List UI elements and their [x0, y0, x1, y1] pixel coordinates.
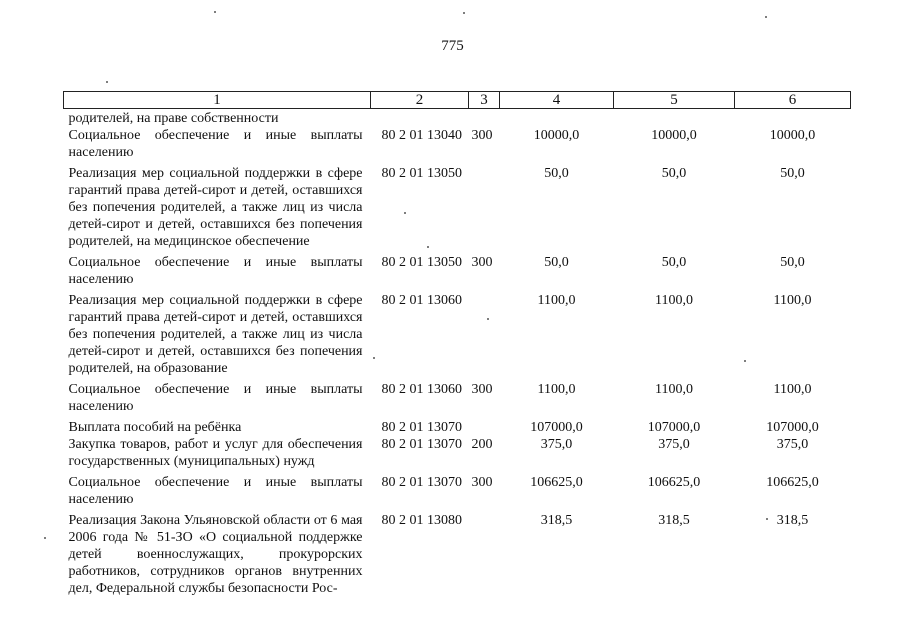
row-name: Закупка товаров, работ и услуг для обеспечения государственных (муниципальных) нужд: [68, 437, 363, 469]
row-name: родителей, на праве собственности: [68, 111, 279, 126]
row-value-5: 1100,0: [655, 382, 693, 397]
row-code: 80 2 01 13080: [381, 513, 462, 528]
scan-speck: [214, 11, 216, 13]
row-value-5: 1100,0: [655, 293, 693, 308]
row-type: [469, 419, 500, 436]
row-name: Социальное обеспечение и иные выплаты населению: [68, 255, 363, 287]
row-type: [469, 292, 500, 381]
row-value-4: 50,0: [544, 166, 569, 181]
row-value-4: 1100,0: [537, 293, 576, 308]
row-value-6: 106625,0: [766, 475, 819, 490]
scan-speck: [427, 246, 429, 248]
row-type: [469, 109, 500, 128]
row-value-6: 1100,0: [773, 382, 812, 397]
table-row: [64, 436, 851, 474]
table-row: [64, 419, 851, 436]
scan-speck: [744, 360, 746, 362]
row-name: Социальное обеспечение и иные выплаты населению: [68, 128, 363, 160]
row-value-6: 107000,0: [766, 420, 819, 435]
table-row: [64, 381, 851, 419]
row-value-5: 50,0: [661, 255, 687, 270]
row-code: 80 2 01 13070: [381, 475, 462, 490]
header-col-5: 5: [614, 92, 735, 109]
row-code: [371, 109, 469, 128]
scan-speck: [404, 212, 406, 214]
row-value-4: 107000,0: [530, 420, 583, 435]
scan-speck: [766, 518, 768, 520]
row-value-4: 318,5: [540, 513, 573, 528]
row-code: 80 2 01 13070: [381, 420, 462, 435]
table-row: [64, 474, 851, 512]
row-value-5: 318,5: [658, 513, 690, 528]
header-col-2: 2: [371, 92, 469, 109]
table-row: [64, 254, 851, 292]
row-code: 80 2 01 13040: [381, 128, 462, 143]
table-body: [64, 109, 851, 598]
row-value-4: 50,0: [544, 255, 569, 270]
header-col-6: 6: [735, 92, 851, 109]
row-value-5: 375,0: [658, 437, 690, 452]
row-value-6: 10000,0: [769, 128, 816, 143]
scan-speck: [463, 12, 465, 14]
row-value-5: 107000,0: [647, 420, 701, 435]
row-value-4: 106625,0: [530, 475, 583, 490]
row-code: 80 2 01 13070: [381, 437, 462, 452]
row-type: 300: [471, 475, 493, 490]
row-name: Выплата пособий на ребёнка: [68, 420, 242, 435]
row-value-6: [735, 109, 851, 128]
row-code: 80 2 01 13060: [381, 293, 462, 308]
row-value-6: 375,0: [776, 437, 809, 452]
row-value-4: 1100,0: [537, 382, 576, 397]
table-header: [64, 92, 851, 109]
row-value-6: 50,0: [780, 166, 805, 181]
header-col-4: 4: [500, 92, 614, 109]
page-number: 775: [441, 38, 464, 54]
row-code: 80 2 01 13050: [381, 166, 462, 181]
row-name: Реализация мер социальной поддержки в сфере гарантий права детей-сирот и детей, оставшихся без попечения родителей, а также лиц из числа детей-сирот и детей, оставшихся без попечения родителей, на образование: [68, 293, 363, 376]
scan-speck: [765, 16, 767, 18]
row-value-6: 50,0: [780, 255, 805, 270]
scan-speck: [373, 357, 375, 359]
row-value-4: [500, 109, 614, 128]
header-col-3: 3: [469, 92, 500, 109]
scan-speck: [106, 81, 108, 83]
row-name: Реализация мер социальной поддержки в сфере гарантий права детей-сирот и детей, оставшихся без попечения родителей, а также лиц из числа детей-сирот и детей, оставшихся без попечения родителей, на медицинское обеспечение: [68, 166, 363, 249]
row-code: 80 2 01 13050: [381, 255, 462, 270]
table-row: [64, 109, 851, 128]
row-value-6: 1100,0: [773, 293, 812, 308]
budget-table: [63, 91, 851, 597]
scan-speck: [487, 318, 489, 320]
header-col-1: 1: [64, 92, 371, 109]
row-value-5: 10000,0: [651, 128, 697, 143]
row-type: 300: [471, 382, 493, 397]
row-name: Социальное обеспечение и иные выплаты населению: [68, 475, 363, 507]
row-name: Реализация Закона Ульяновской области от 6 мая 2006 года № 51-ЗО «О социальной поддержке детей военнослужащих, прокурорских работников, сотрудников органов внутренних дел, Федеральной службы безопасности Рос-: [68, 513, 363, 596]
row-type: 300: [471, 128, 493, 143]
row-value-4: 375,0: [540, 437, 573, 452]
table-row: [64, 292, 851, 381]
row-type: [469, 512, 500, 597]
table-row: [64, 165, 851, 254]
row-value-6: 318,5: [776, 513, 809, 528]
row-value-5: 50,0: [661, 166, 687, 181]
row-value-5: 106625,0: [647, 475, 701, 490]
row-value-4: 10000,0: [533, 128, 580, 143]
row-code: 80 2 01 13060: [381, 382, 462, 397]
table-row: [64, 127, 851, 165]
row-value-5: [614, 109, 735, 128]
row-name: Социальное обеспечение и иные выплаты населению: [68, 382, 363, 414]
header-row: [64, 92, 851, 109]
table-row: [64, 512, 851, 597]
row-type: [469, 165, 500, 254]
row-type: 300: [471, 255, 493, 270]
scan-speck: [44, 537, 46, 539]
row-type: 200: [471, 437, 493, 452]
